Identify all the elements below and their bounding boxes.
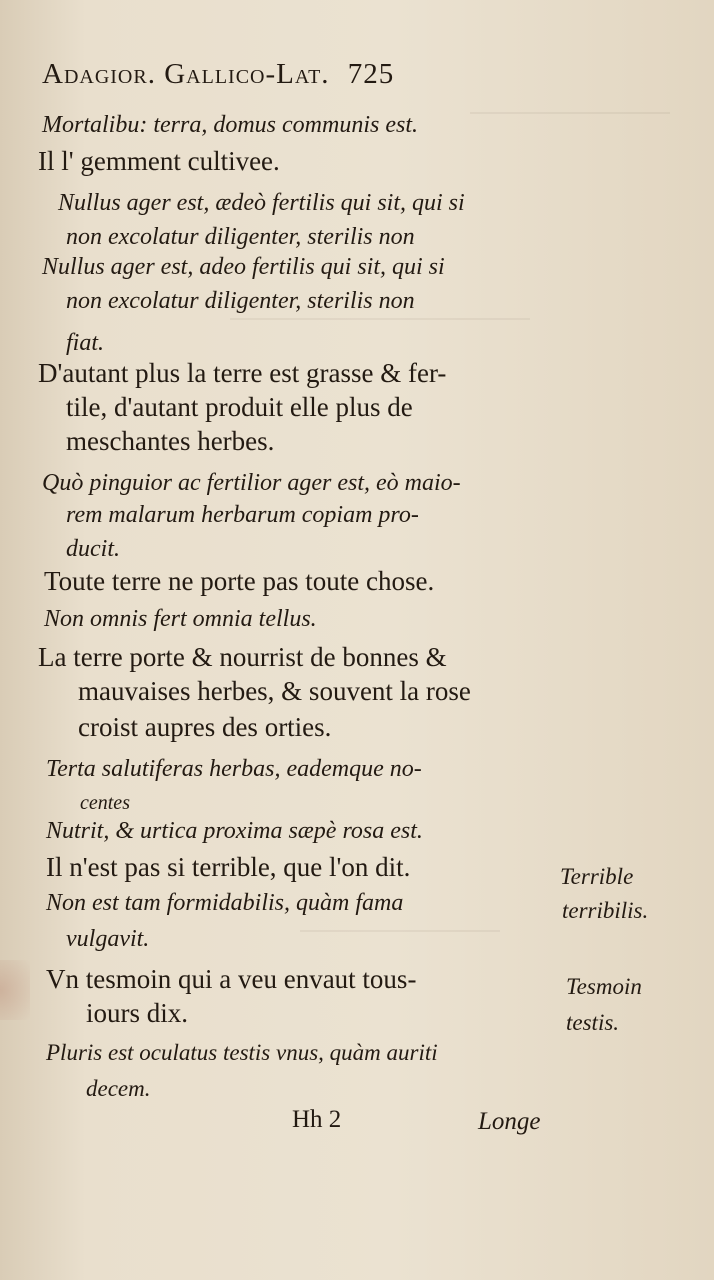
text-line: tile, d'autant produit elle plus de <box>66 392 413 422</box>
text-line: Nullus ager est, adeo fertilis qui sit, qui si <box>42 254 445 280</box>
text-line: Vn tesmoin qui a veu envaut tous- <box>46 964 417 994</box>
text-line: Non omnis fert omnia tellus. <box>44 606 317 632</box>
show-through <box>300 930 500 950</box>
running-header <box>42 58 394 91</box>
text-line: Non est tam formidabilis, quàm fama <box>46 890 404 916</box>
margin-note: testis. <box>566 1010 620 1035</box>
text-line: non excolatur diligenter, sterilis non <box>66 288 415 314</box>
text-line: D'autant plus la terre est grasse & fer- <box>38 358 447 388</box>
edge-stain <box>0 960 30 1020</box>
text-line: Quò pinguior ac fertilior ager est, eò maio- <box>42 470 461 496</box>
text-line: Nullus ager est, ædeò fertilis qui sit, qui si <box>58 190 465 216</box>
show-through <box>230 318 530 338</box>
text-line: vulgavit. <box>66 926 150 952</box>
text-line: croist aupres des orties. <box>78 712 332 742</box>
margin-note: Terrible <box>560 864 634 889</box>
text-line: Il l' gemment cultivee. <box>38 146 280 176</box>
text-line: Terta salutiferas herbas, eademque no- <box>46 756 422 782</box>
text-line: Il n'est pas si terrible, que l'on dit. <box>46 852 411 882</box>
text-line: meschantes herbes. <box>66 426 275 456</box>
margin-note: terribilis. <box>562 898 649 923</box>
text-line: La terre porte & nourrist de bonnes & <box>38 642 447 672</box>
text-line: centes <box>80 792 130 814</box>
text-line: Mortalibu: terra, domus communis est. <box>42 112 418 138</box>
page-number: 725 <box>347 58 395 90</box>
signature-mark: Hh 2 <box>292 1106 342 1133</box>
text-line: non excolatur diligenter, sterilis non <box>66 224 415 250</box>
text-line: Nutrit, & urtica proxima sæpè rosa est. <box>46 818 423 844</box>
text-line: decem. <box>86 1076 151 1101</box>
text-line: Toute terre ne porte pas toute chose. <box>44 566 435 596</box>
text-line: mauvaises herbes, & souvent la rose <box>78 676 471 706</box>
show-through <box>470 112 670 134</box>
text-line: Pluris est oculatus testis vnus, quàm auriti <box>46 1040 438 1065</box>
margin-note: Tesmoin <box>566 974 642 999</box>
running-title: Adagior. Gallico-Lat. <box>42 58 330 90</box>
text-line: fiat. <box>66 330 105 356</box>
text-line: ducit. <box>66 536 120 562</box>
text-line: rem malarum herbarum copiam pro- <box>66 502 419 528</box>
catchword: Longe <box>478 1108 541 1135</box>
text-line: iours dix. <box>86 998 189 1028</box>
